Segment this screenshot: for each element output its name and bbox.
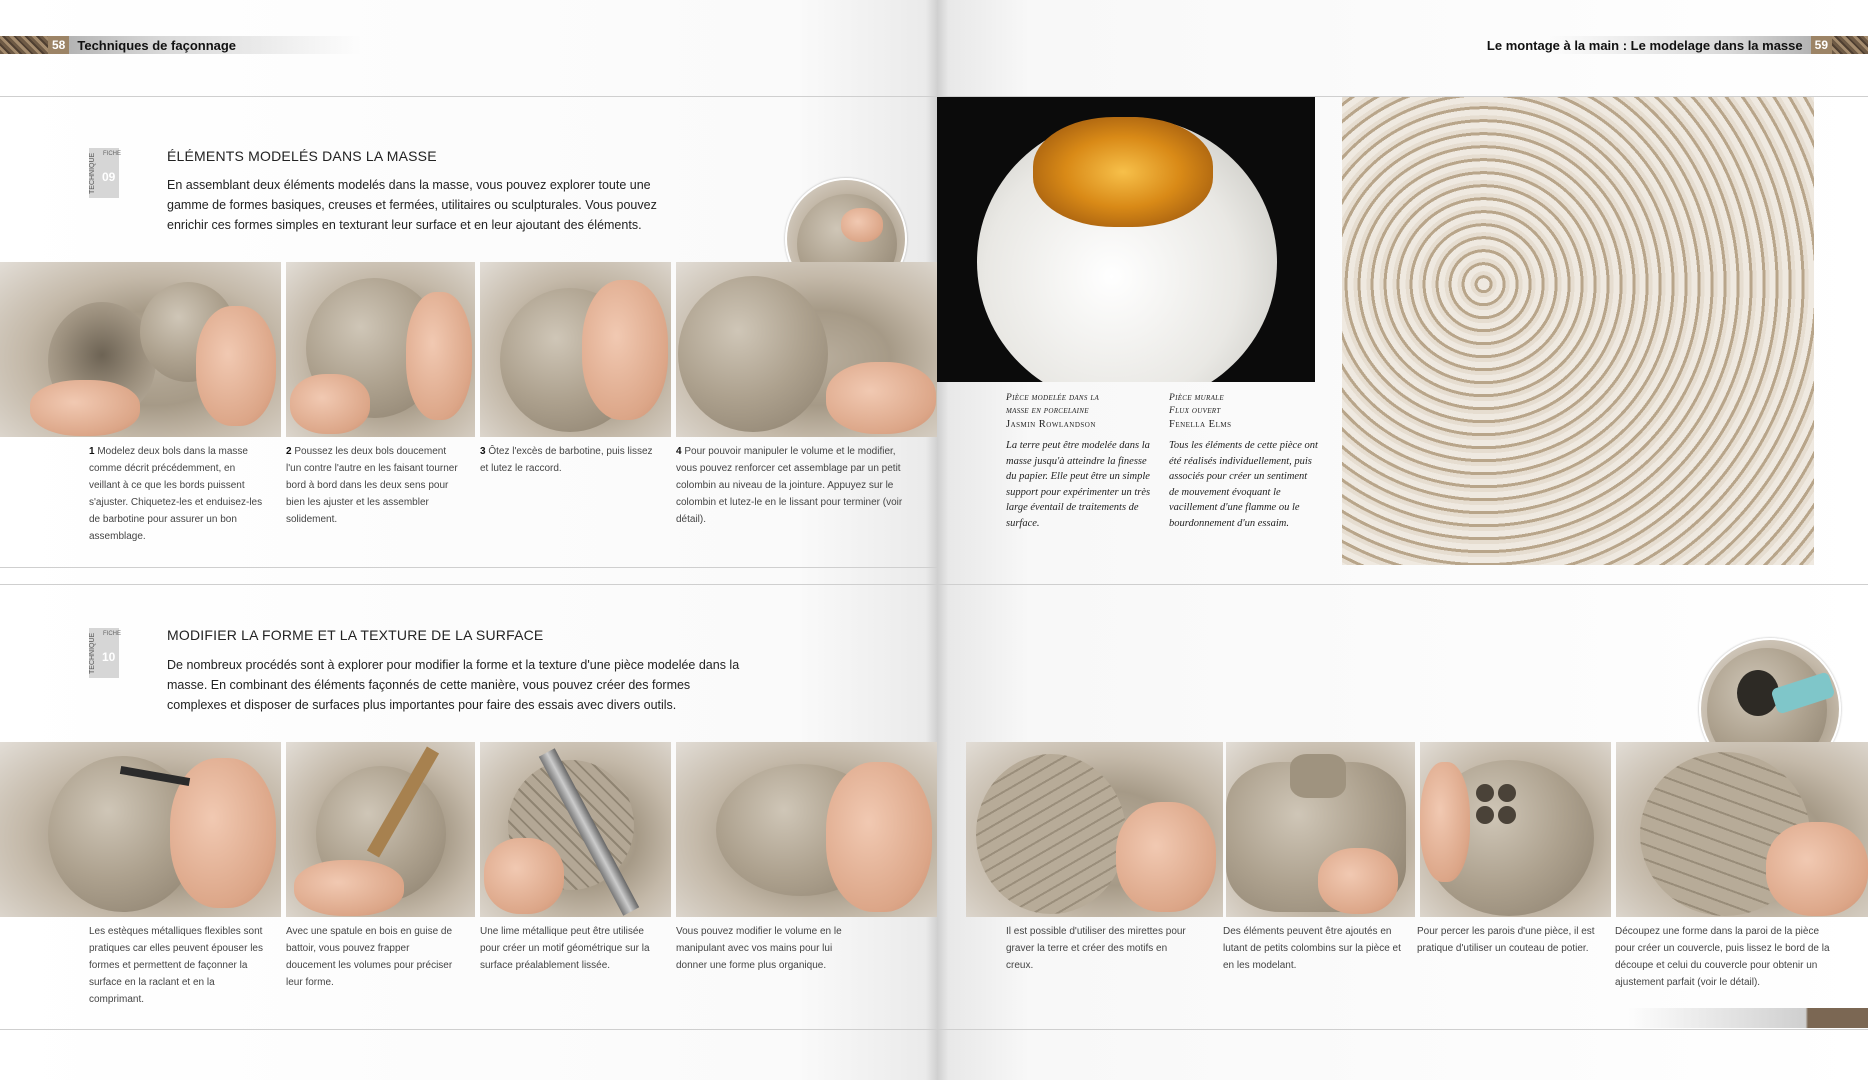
step-text: Ôtez l'excès de barbotine, puis lissez et lutez le raccord.: [480, 446, 653, 474]
step-text: Poussez les deux bols doucement l'un contre l'autre en les faisant tourner bord à bord dans les deux sens pour bien les ajuster et les assembler solidement.: [286, 446, 458, 525]
artwork-description: Tous les éléments de cette pièce ont été réalisés individuellement, puis associés pour créer un sentiment de mouvement évoquant le vacillement d'une flamme ou le bourdonnement d'un essaim.: [1169, 440, 1318, 529]
left-chapter-title: Techniques de façonnage: [77, 37, 237, 53]
technique-caption-8: Découpez une forme dans la paroi de la pièce pour créer un couvercle, puis lissez le bord de la découpe et celui du couvercle pour obtenir un ajustement parfait (voir le détail).: [1615, 926, 1830, 988]
step-number: 3: [480, 446, 486, 457]
gallery-caption-2: [1169, 392, 1319, 531]
header-rule: [0, 96, 937, 97]
technique-photo-7: [1420, 742, 1611, 917]
step-photo-3: [480, 262, 671, 437]
technique-tab: [89, 628, 119, 678]
left-page-number: 58: [48, 36, 69, 54]
fiche-label: FICHE: [103, 631, 121, 637]
gallery-photo-wall-piece: [1342, 97, 1814, 565]
gallery-caption-1: [1006, 392, 1156, 531]
technique-photo-3: [480, 742, 671, 917]
step-caption-4: [676, 443, 916, 528]
step-text: Modelez deux bols dans la masse comme décrit précédemment, en veillant à ce que les bords puissent s'ajuster. Chiquetez-les et enduisez-les de barbotine pour assurer un bon assemblage.: [89, 446, 263, 542]
section-intro: En assemblant deux éléments modelés dans la masse, vous pouvez explorer toute une gamme de formes basiques, creuses et fermées, utilitaires ou sculpturales. Vous pouvez enrichir ces formes simples en texturant leur surface et en leur ajoutant des éléments.: [167, 178, 657, 232]
right-running-header: [1408, 36, 1868, 54]
technique-caption-1: Les estèques métalliques flexibles sont pratiques car elles peuvent épouser les formes et permettent de façonner la surface en la raclant et en la comprimant.: [89, 926, 263, 1005]
step-caption-2: [286, 443, 461, 528]
technique-caption-2: Avec une spatule en bois en guise de battoir, vous pouvez frapper doucement les volumes pour préciser leur forme.: [286, 926, 453, 988]
technique-photo-8: [1616, 742, 1868, 917]
stone-texture-strip: [1832, 36, 1868, 54]
artwork-title: masse en porcelaine: [1006, 406, 1089, 416]
gallery-photo-porcelain: [937, 97, 1315, 382]
technique-photo-5: [966, 742, 1223, 917]
technique-caption-7: Pour percer les parois d'une pièce, il est pratique d'utiliser un couteau de potier.: [1417, 926, 1595, 954]
artwork-title: Flux ouvert: [1169, 406, 1221, 416]
technique-photo-1: [0, 742, 281, 917]
right-page-number: 59: [1811, 36, 1832, 54]
section-title: ÉLÉMENTS MODELÉS DANS LA MASSE: [167, 148, 437, 164]
section-title: MODIFIER LA FORME ET LA TEXTURE DE LA SURFACE: [167, 627, 544, 643]
footer-stone-strip: [1628, 1008, 1868, 1028]
technique-photo-2: [286, 742, 475, 917]
section-rule: [0, 567, 937, 568]
step-number: 1: [89, 446, 95, 457]
step-text: Pour pouvoir manipuler le volume et le modifier, vous pouvez renforcer cet assemblage par un petit colombin au niveau de la jointure. Appuyez sur le colombin et lutez-le en le lissant pour terminer (voir détail).: [676, 446, 903, 525]
artist-name: Jasmin Rowlandson: [1006, 419, 1096, 430]
technique-caption-3: Une lime métallique peut être utilisée pour créer un motif géométrique sur la surface préalablement lissée.: [480, 926, 650, 971]
artwork-description: La terre peut être modelée dans la masse jusqu'à atteindre la finesse du papier. Elle peut être un simple support pour expérimenter un très large éventail de traitements de surface.: [1006, 440, 1151, 529]
fiche-label: FICHE: [103, 151, 121, 157]
technique-photo-6: [1226, 742, 1415, 917]
step-photo-1: [0, 262, 281, 437]
technique-number: 09: [102, 170, 116, 184]
step-caption-1: [89, 443, 264, 545]
step-photo-4: [676, 262, 937, 437]
section-intro: De nombreux procédés sont à explorer pour modifier la forme et la texture d'une pièce modelée dans la masse. En combinant des éléments façonnés de cette manière, vous pouvez créer des formes complexes et disposer de surfaces plus importantes pour faire des essais avec divers outils.: [167, 658, 740, 712]
technique-caption-5: Il est possible d'utiliser des mirettes pour graver la terre et créer des motifs en creux.: [1006, 926, 1186, 971]
step-number: 2: [286, 446, 292, 457]
technique-caption-4: Vous pouvez modifier le volume en le manipulant avec vos mains pour lui donner une forme plus organique.: [676, 926, 842, 971]
technique-label: TECHNIQUE: [89, 152, 96, 194]
technique-caption-6: Des éléments peuvent être ajoutés en lutant de petits colombins sur la pièce et en les modelant.: [1223, 926, 1401, 971]
stone-texture-strip: [0, 36, 48, 54]
left-running-header: [0, 36, 360, 54]
section-rule: [0, 584, 1868, 585]
step-caption-3: [480, 443, 655, 477]
technique-label: TECHNIQUE: [89, 632, 96, 674]
technique-tab: [89, 148, 119, 198]
right-chapter-title: Le montage à la main : Le modelage dans la masse: [1486, 37, 1803, 53]
artwork-title: Pièce murale: [1169, 393, 1224, 403]
technique-number: 10: [102, 650, 116, 664]
artwork-title: Pièce modelée dans la: [1006, 393, 1100, 403]
technique-photo-4: [676, 742, 937, 917]
artist-name: Fenella Elms: [1169, 419, 1232, 430]
step-number: 4: [676, 446, 682, 457]
step-photo-2: [286, 262, 475, 437]
footer-rule: [0, 1029, 1868, 1030]
